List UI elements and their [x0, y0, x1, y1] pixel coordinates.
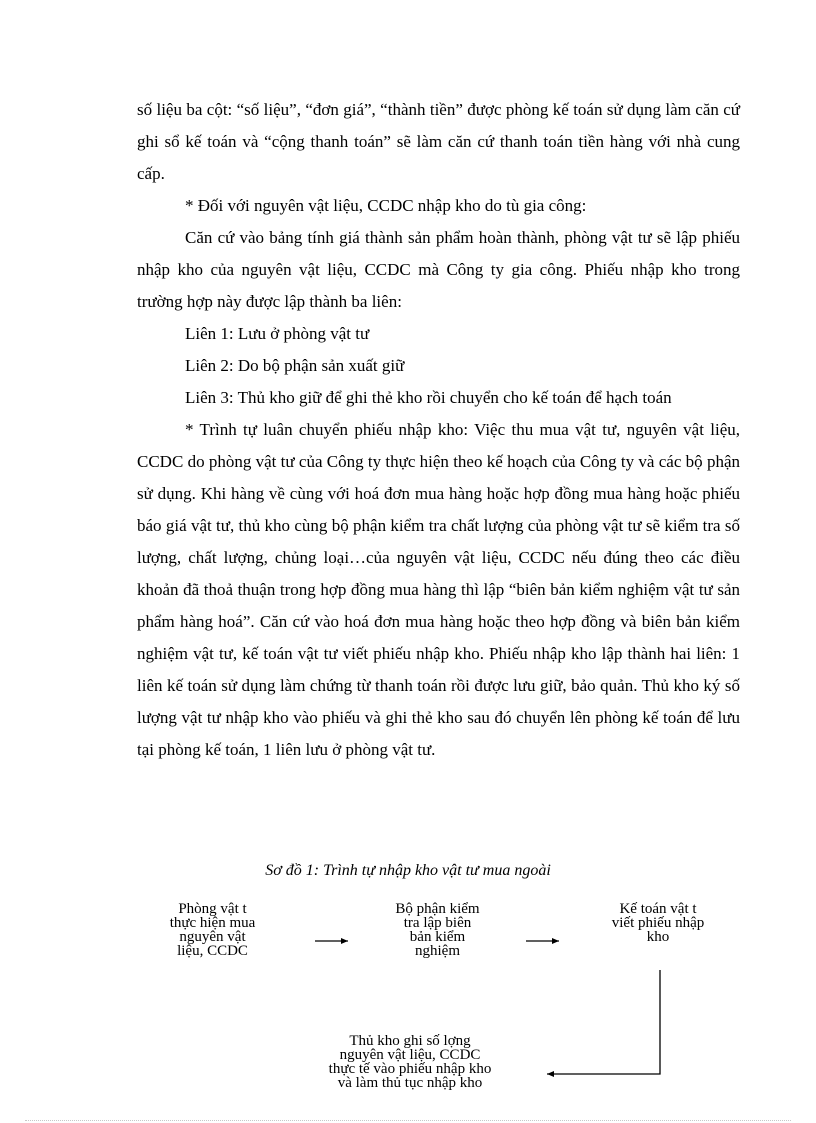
- diagram-caption: Sơ đồ 1: Trình tự nhập kho vật tư mua ngoài: [265, 862, 551, 879]
- paragraph-heading-outsourced: * Đối với nguyên vật liệu, CCDC nhập kho do tù gia công:: [185, 196, 587, 215]
- paragraph-outsourced-basis: Căn cứ vào bảng tính giá thành sản phẩm hoàn thành, phòng vật tư sẽ lập phiếu nhập kho của nguyên vật liệu, CCDC mà Công ty gia công. Phiếu nhập kho trong trường hợp này được lập thành ba liên:: [137, 228, 740, 311]
- paragraph-copy-2: Liên 2: Do bộ phận sản xuất giữ: [185, 356, 405, 375]
- paragraph-copy-3: Liên 3: Thủ kho giữ để ghi thẻ kho rồi chuyển cho kế toán để hạch toán: [185, 388, 672, 407]
- page-bottom-dotted-rule: [25, 1120, 791, 1121]
- flow-box-line: bản kiểm: [409, 929, 466, 945]
- flow-box-line: nghiệm: [415, 943, 460, 959]
- flow-box-inspection: [365, 902, 510, 958]
- flow-box-line: Thủ kho ghi số lợng: [349, 1033, 471, 1049]
- flow-box-line: Bộ phận kiểm: [395, 901, 480, 917]
- flow-box-line: liệu, CCDC: [177, 943, 248, 959]
- flow-box-line: kho: [646, 929, 670, 945]
- flow-box-line: tra lập biên: [403, 915, 472, 931]
- flow-box-line: và làm thủ tục nhập kho: [337, 1075, 483, 1091]
- paragraph-circulation-procedure: * Trình tự luân chuyển phiếu nhập kho: Việc thu mua vật tư, nguyên vật liệu, CCDC do phòng vật tư của Công ty thực hiện theo kế hoạch của Công ty và các bộ phận sử dụng. Khi hàng về cùng với hoá đơn mua hàng hoặc hợp đồng mua hàng hoặc phiếu báo giá vật tư, thủ kho cùng bộ phận kiểm tra chất lượng của phòng vật tư sẽ kiểm tra số lượng, chất lượng, chủng loại…của nguyên vật liệu, CCDC nếu đúng theo các điều khoản đã thoả thuận trong hợp đồng mua hàng thì lập “biên bản kiểm nghiệm vật tư sản phẩm hàng hoá”. Căn cứ vào hoá đơn mua hàng hoặc theo hợp đồng và biên bản kiểm nghiệm vật tư, kế toán vật tư viết phiếu nhập kho. Phiếu nhập kho lập thành hai liên: 1 liên kế toán sử dụng làm chứng từ thanh toán rồi được lưu giữ, bảo quản. Thủ kho ký số lượng vật tư nhập kho vào phiếu và ghi thẻ kho sau đó chuyển lên phòng kế toán để lưu tại phòng kế toán, 1 liên lưu ở phòng vật tư.: [137, 420, 740, 759]
- flow-box-storekeeper: [300, 1034, 520, 1090]
- flow-box-line: viết phiếu nhập: [611, 915, 705, 931]
- flow-box-purchasing-dept: [140, 902, 285, 958]
- flow-box-accountant: [578, 902, 738, 944]
- flow-box-line: Kế toán vật t: [619, 901, 697, 917]
- flow-box-line: thực tế vào phiếu nhập kho: [328, 1061, 492, 1077]
- flow-box-line: thực hiện mua: [169, 915, 256, 931]
- paragraph-continuation: số liệu ba cột: “số liệu”, “đơn giá”, “thành tiền” được phòng kế toán sử dụng làm căn cứ ghi sổ kế toán và “cộng thanh toán” sẽ làm căn cứ thanh toán tiền hàng với nhà cung cấp.: [137, 100, 740, 183]
- flow-box-line: nguyên vật: [179, 929, 246, 945]
- paragraph-copy-1: Liên 1: Lưu ở phòng vật tư: [185, 324, 370, 343]
- flow-box-line: nguyên vật liệu, CCDC: [339, 1047, 481, 1063]
- arrow-box3-to-box4: [547, 970, 660, 1074]
- flow-box-line: Phòng vật t: [178, 901, 247, 917]
